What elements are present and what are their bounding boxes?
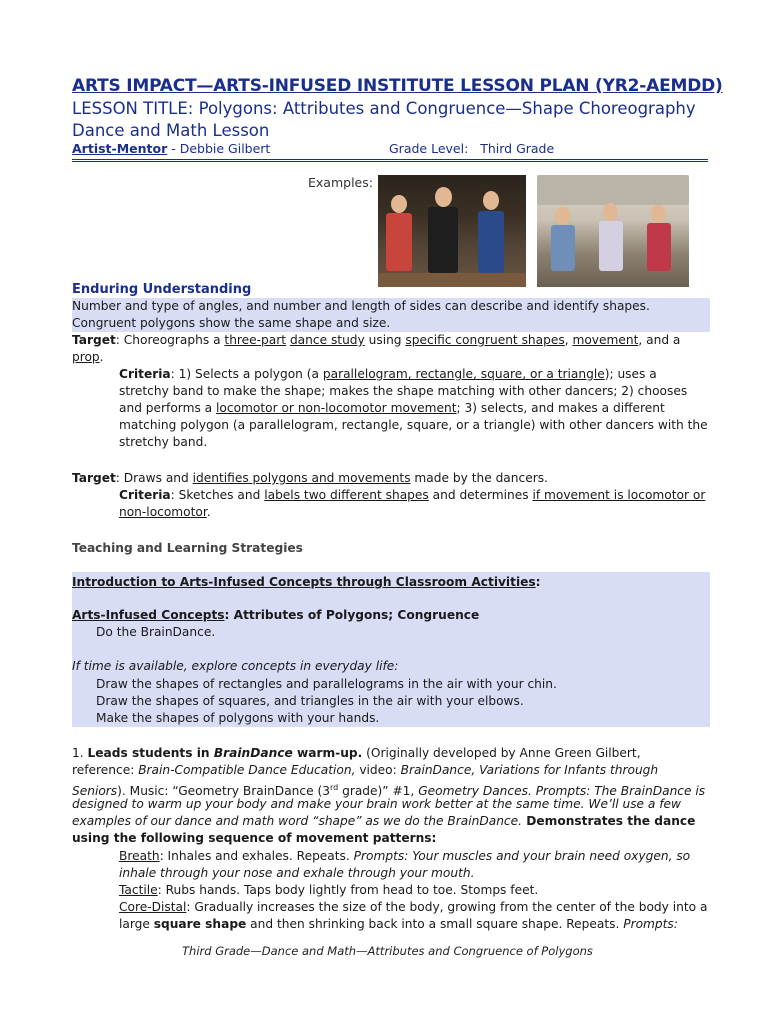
dancer-figure <box>551 225 575 271</box>
concepts-label: Arts-Infused Concepts <box>72 608 225 622</box>
criteria-1-line-3 <box>119 400 665 417</box>
criteria-text: and determines <box>428 488 533 502</box>
step-text: Geometry Dances. Prompts: The BrainDance is <box>418 784 706 799</box>
pattern-text: : Inhales and exhales. Repeats. <box>159 849 354 863</box>
step-text: Brain-Compatible Dance Education, <box>138 763 356 777</box>
pattern-text: : Rubs hands. Taps body lightly from head to toe. Stomps feet. <box>157 883 539 897</box>
example-photo-dancers-2 <box>537 175 689 287</box>
criteria-term: parallelogram, rectangle, square, or a triangle <box>322 367 605 381</box>
step-text: warm-up. <box>292 746 363 760</box>
step-text: reference: <box>72 763 139 777</box>
step-text: BrainDance <box>213 746 293 760</box>
grade-label: Grade Level: <box>389 141 469 156</box>
criteria-label: Criteria <box>119 488 171 502</box>
target-label: Target <box>72 471 116 485</box>
dancer-figure <box>478 211 504 273</box>
target-text: : Draws and <box>115 471 193 485</box>
dancer-head <box>391 195 407 213</box>
target-text: . <box>99 350 104 364</box>
target-1-line-1 <box>72 332 680 349</box>
dancer-head <box>483 191 499 210</box>
grade-level <box>389 141 554 156</box>
mentor-label: Artist-Mentor <box>72 141 168 156</box>
criteria-text: . <box>206 505 211 519</box>
if-time-line: If time is available, explore concepts in everyday life: <box>72 659 399 673</box>
dancer-figure <box>428 207 458 273</box>
dancer-head <box>435 187 452 207</box>
step-text: video: <box>355 763 401 777</box>
target-term: specific congruent shapes <box>405 333 565 347</box>
criteria-1-line-2: stretchy band to make the shape; makes the shape matching with other dancers; 2) chooses <box>119 384 688 398</box>
target-label: Target <box>72 333 116 347</box>
dancer-head <box>603 203 618 221</box>
dancer-figure <box>599 221 623 271</box>
page-footer: Third Grade—Dance and Math—Attributes and Congruence of Polygons <box>182 944 593 958</box>
pattern-prompt: Prompts: Your muscles and your brain need oxygen, so <box>353 849 691 863</box>
pattern-prompt: Prompts: <box>623 917 678 931</box>
mentor-separator: - <box>167 141 180 156</box>
concepts-text: : Attributes of Polygons; Congruence <box>224 608 480 622</box>
explore-line-3: Make the shapes of polygons with your hands. <box>96 711 380 725</box>
enduring-heading: Enduring Understanding <box>72 282 252 297</box>
criteria-text: ; 3) selects, and makes a different <box>456 401 665 415</box>
pattern-text: large <box>119 917 154 931</box>
pattern-label: Core-Distal <box>119 900 187 914</box>
criteria-term: locomotor or non-locomotor movement <box>216 401 457 415</box>
step-text: examples of our dance and math word “shape” as we do the BrainDance. <box>72 814 523 828</box>
target-term: identifies polygons and movements <box>192 471 411 485</box>
criteria-term: labels two different shapes <box>264 488 429 502</box>
lesson-title: LESSON TITLE: Polygons: Attributes and Congruence—Shape Choreography Dance and Math Lesson <box>72 99 696 140</box>
pattern-label: Tactile <box>119 883 158 897</box>
target-text: made by the dancers. <box>410 471 548 485</box>
criteria-label: Criteria <box>119 367 171 381</box>
breath-line-1 <box>119 848 690 865</box>
enduring-line-1: Number and type of angles, and number and length of sides can describe and identify shapes. <box>72 299 650 313</box>
superscript: rd <box>329 783 339 792</box>
target-text: , and a <box>638 333 681 347</box>
enduring-line-2: Congruent polygons show the same shape and size. <box>72 316 391 330</box>
explore-line-2: Draw the shapes of squares, and triangles in the air with your elbows. <box>96 694 524 708</box>
step1-line-4: designed to warm up your body and make your brain work better at the same time. We’ll use a few <box>72 797 682 811</box>
step-text: (Originally developed by Anne Green Gilbert, <box>362 746 641 760</box>
step-number: 1. <box>72 746 88 760</box>
pattern-term: square shape <box>153 917 247 931</box>
criteria-text: ); uses a <box>604 367 657 381</box>
floor <box>378 273 526 287</box>
dancer-head <box>651 205 666 223</box>
dancer-figure <box>647 223 671 271</box>
criteria-text: : 1) Selects a polygon (a <box>170 367 323 381</box>
step1-line-6: using the following sequence of movement patterns: <box>72 831 437 845</box>
wall-board <box>537 175 689 205</box>
criteria-text: and performs a <box>119 401 217 415</box>
criteria-2-line-1 <box>119 487 705 504</box>
criteria-term: if movement is locomotor or <box>532 488 706 502</box>
tactile-line <box>119 882 538 899</box>
step1-line-1 <box>72 745 641 762</box>
step1-line-2 <box>72 762 658 779</box>
target-term: dance study <box>289 333 365 347</box>
core-distal-line-2 <box>119 916 678 933</box>
step-text: grade)” #1, <box>338 784 419 799</box>
grade-value: Third Grade <box>480 141 555 156</box>
criteria-1-line-1 <box>119 366 657 383</box>
target-term: prop <box>72 350 100 364</box>
dancer-figure <box>386 213 412 271</box>
criteria-2-line-2 <box>119 504 211 521</box>
pattern-text: : Gradually increases the size of the body, growing from the center of the body into a <box>186 900 708 914</box>
core-distal-line-1 <box>119 899 707 916</box>
mentor-name: Debbie Gilbert <box>179 141 271 156</box>
intro-heading-text: Introduction to Arts-Infused Concepts through Classroom Activities <box>72 575 536 589</box>
target-1-line-2 <box>72 349 104 366</box>
pattern-text: and then shrinking back into a small square shape. Repeats. <box>246 917 624 931</box>
example-photo-dancers-1 <box>378 175 526 287</box>
explore-line-1: Draw the shapes of rectangles and parallelograms in the air with your chin. <box>96 677 557 691</box>
target-text: using <box>364 333 406 347</box>
step-text: Leads students in <box>87 746 214 760</box>
step1-line-5 <box>72 813 695 830</box>
criteria-1-line-5: stretchy band. <box>119 435 208 449</box>
breath-line-2: inhale through your nose and exhale through your mouth. <box>119 866 475 880</box>
target-text: , <box>564 333 573 347</box>
criteria-text: : Sketches and <box>170 488 265 502</box>
strategies-heading: Teaching and Learning Strategies <box>72 541 303 555</box>
step-text: Demonstrates the dance <box>522 814 696 828</box>
step-text: ). Music: “Geometry BrainDance (3 <box>117 784 330 799</box>
target-text: : Choreographs a <box>115 333 225 347</box>
pattern-label: Breath <box>119 849 160 863</box>
mentor-grade-row <box>72 141 708 162</box>
examples-label: Examples: <box>308 175 373 190</box>
braindance-line: Do the BrainDance. <box>96 625 216 639</box>
step-text: BrainDance, Variations for Infants through <box>400 763 659 777</box>
criteria-1-line-4: matching polygon (a parallelogram, rectangle, square, or a triangle) with other dancers with the <box>119 418 708 432</box>
criteria-term: non-locomotor <box>119 505 207 519</box>
target-term: movement <box>572 333 639 347</box>
target-term: three-part <box>224 333 287 347</box>
concepts-line <box>72 607 479 624</box>
target-2-line <box>72 470 548 487</box>
intro-heading <box>72 574 541 591</box>
dancer-head <box>555 207 570 225</box>
step-text: Seniors <box>72 784 118 799</box>
plan-title: ARTS IMPACT—ARTS-INFUSED INSTITUTE LESSON PLAN (YR2-AEMDD) <box>72 76 723 96</box>
intro-heading-colon: : <box>535 575 541 589</box>
